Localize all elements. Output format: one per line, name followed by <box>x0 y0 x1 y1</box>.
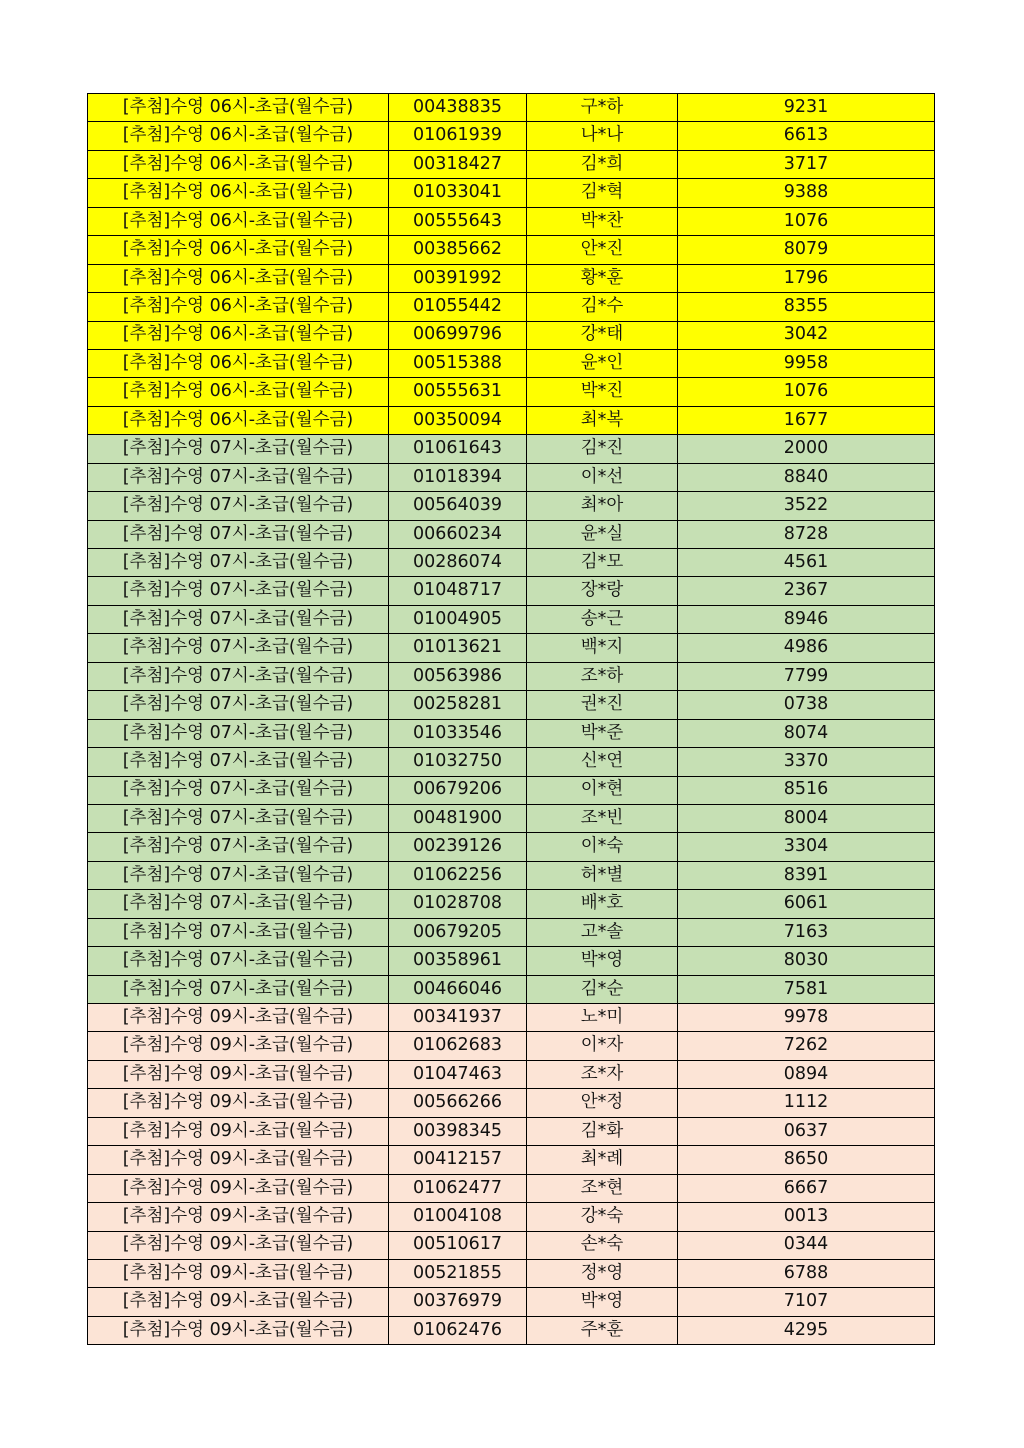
member-name-cell: 박*영 <box>527 1288 678 1316</box>
phone-last4-cell: 6667 <box>678 1174 935 1202</box>
table-row <box>88 492 935 520</box>
member-number-cell: 01013621 <box>389 634 527 662</box>
member-number-cell: 00239126 <box>389 833 527 861</box>
course-cell: [추첨]수영 07시-초급(월수금) <box>88 748 389 776</box>
phone-last4-cell: 8946 <box>678 605 935 633</box>
member-name-cell: 박*진 <box>527 378 678 406</box>
table-row <box>88 549 935 577</box>
table-row <box>88 1089 935 1117</box>
phone-last4-cell: 7163 <box>678 918 935 946</box>
member-number-cell: 01047463 <box>389 1060 527 1088</box>
table-row <box>88 1316 935 1344</box>
table-row <box>88 1060 935 1088</box>
phone-last4-cell: 3304 <box>678 833 935 861</box>
phone-last4-cell: 3717 <box>678 150 935 178</box>
table-row <box>88 207 935 235</box>
phone-last4-cell: 0013 <box>678 1203 935 1231</box>
table-row <box>88 975 935 1003</box>
member-name-cell: 이*선 <box>527 463 678 491</box>
course-cell: [추첨]수영 06시-초급(월수금) <box>88 150 389 178</box>
member-name-cell: 김*혁 <box>527 179 678 207</box>
member-number-cell: 00466046 <box>389 975 527 1003</box>
phone-last4-cell: 6061 <box>678 890 935 918</box>
table-row <box>88 748 935 776</box>
course-cell: [추첨]수영 06시-초급(월수금) <box>88 179 389 207</box>
phone-last4-cell: 8079 <box>678 236 935 264</box>
course-cell: [추첨]수영 07시-초급(월수금) <box>88 719 389 747</box>
course-cell: [추첨]수영 07시-초급(월수금) <box>88 691 389 719</box>
course-cell: [추첨]수영 09시-초급(월수금) <box>88 1004 389 1032</box>
phone-last4-cell: 4986 <box>678 634 935 662</box>
member-number-cell: 00350094 <box>389 406 527 434</box>
member-number-cell: 00699796 <box>389 321 527 349</box>
table-row <box>88 1203 935 1231</box>
table-row <box>88 634 935 662</box>
member-number-cell: 00258281 <box>389 691 527 719</box>
member-name-cell: 강*숙 <box>527 1203 678 1231</box>
course-cell: [추첨]수영 06시-초급(월수금) <box>88 236 389 264</box>
course-cell: [추첨]수영 09시-초급(월수금) <box>88 1259 389 1287</box>
phone-last4-cell: 4295 <box>678 1316 935 1344</box>
phone-last4-cell: 8030 <box>678 947 935 975</box>
table-row <box>88 833 935 861</box>
course-cell: [추첨]수영 07시-초급(월수금) <box>88 833 389 861</box>
course-cell: [추첨]수영 06시-초급(월수금) <box>88 122 389 150</box>
member-name-cell: 김*모 <box>527 549 678 577</box>
course-cell: [추첨]수영 09시-초급(월수금) <box>88 1117 389 1145</box>
course-cell: [추첨]수영 09시-초급(월수금) <box>88 1089 389 1117</box>
member-name-cell: 조*빈 <box>527 804 678 832</box>
phone-last4-cell: 6613 <box>678 122 935 150</box>
member-name-cell: 안*진 <box>527 236 678 264</box>
phone-last4-cell: 3370 <box>678 748 935 776</box>
phone-last4-cell: 8004 <box>678 804 935 832</box>
member-name-cell: 김*화 <box>527 1117 678 1145</box>
member-name-cell: 구*하 <box>527 94 678 122</box>
course-cell: [추첨]수영 07시-초급(월수금) <box>88 776 389 804</box>
course-cell: [추첨]수영 07시-초급(월수금) <box>88 947 389 975</box>
member-name-cell: 이*현 <box>527 776 678 804</box>
member-name-cell: 최*복 <box>527 406 678 434</box>
course-cell: [추첨]수영 09시-초급(월수금) <box>88 1060 389 1088</box>
table-row <box>88 1174 935 1202</box>
member-name-cell: 김*희 <box>527 150 678 178</box>
table-row <box>88 719 935 747</box>
course-cell: [추첨]수영 07시-초급(월수금) <box>88 662 389 690</box>
phone-last4-cell: 8391 <box>678 861 935 889</box>
member-number-cell: 01033546 <box>389 719 527 747</box>
member-name-cell: 조*하 <box>527 662 678 690</box>
member-number-cell: 00481900 <box>389 804 527 832</box>
member-number-cell: 00566266 <box>389 1089 527 1117</box>
course-cell: [추첨]수영 07시-초급(월수금) <box>88 549 389 577</box>
member-name-cell: 신*연 <box>527 748 678 776</box>
member-name-cell: 이*숙 <box>527 833 678 861</box>
phone-last4-cell: 2000 <box>678 435 935 463</box>
phone-last4-cell: 7107 <box>678 1288 935 1316</box>
member-number-cell: 00660234 <box>389 520 527 548</box>
phone-last4-cell: 1076 <box>678 207 935 235</box>
course-cell: [추첨]수영 07시-초급(월수금) <box>88 492 389 520</box>
table-row <box>88 1117 935 1145</box>
phone-last4-cell: 0738 <box>678 691 935 719</box>
member-number-cell: 00555631 <box>389 378 527 406</box>
course-cell: [추첨]수영 06시-초급(월수금) <box>88 264 389 292</box>
member-number-cell: 01061643 <box>389 435 527 463</box>
member-name-cell: 박*찬 <box>527 207 678 235</box>
course-cell: [추첨]수영 06시-초급(월수금) <box>88 406 389 434</box>
member-number-cell: 00376979 <box>389 1288 527 1316</box>
phone-last4-cell: 9231 <box>678 94 935 122</box>
member-number-cell: 00679206 <box>389 776 527 804</box>
table-row <box>88 435 935 463</box>
phone-last4-cell: 7799 <box>678 662 935 690</box>
member-name-cell: 나*나 <box>527 122 678 150</box>
member-name-cell: 고*솔 <box>527 918 678 946</box>
member-number-cell: 01028708 <box>389 890 527 918</box>
table-row <box>88 122 935 150</box>
course-cell: [추첨]수영 06시-초급(월수금) <box>88 94 389 122</box>
member-number-cell: 00510617 <box>389 1231 527 1259</box>
member-name-cell: 황*훈 <box>527 264 678 292</box>
table-row <box>88 776 935 804</box>
phone-last4-cell: 1112 <box>678 1089 935 1117</box>
table-body <box>88 94 935 1345</box>
lottery-results-table <box>87 93 935 1345</box>
member-number-cell: 01062476 <box>389 1316 527 1344</box>
member-name-cell: 윤*인 <box>527 349 678 377</box>
member-name-cell: 김*순 <box>527 975 678 1003</box>
phone-last4-cell: 8840 <box>678 463 935 491</box>
table-row <box>88 1004 935 1032</box>
course-cell: [추첨]수영 07시-초급(월수금) <box>88 435 389 463</box>
member-name-cell: 정*영 <box>527 1259 678 1287</box>
member-name-cell: 장*랑 <box>527 577 678 605</box>
member-name-cell: 조*현 <box>527 1174 678 1202</box>
course-cell: [추첨]수영 06시-초급(월수금) <box>88 293 389 321</box>
member-number-cell: 00515388 <box>389 349 527 377</box>
table-row <box>88 378 935 406</box>
member-number-cell: 01055442 <box>389 293 527 321</box>
phone-last4-cell: 1076 <box>678 378 935 406</box>
table-row <box>88 293 935 321</box>
table-row <box>88 691 935 719</box>
course-cell: [추첨]수영 09시-초급(월수금) <box>88 1316 389 1344</box>
phone-last4-cell: 1796 <box>678 264 935 292</box>
table-row <box>88 605 935 633</box>
phone-last4-cell: 6788 <box>678 1259 935 1287</box>
course-cell: [추첨]수영 07시-초급(월수금) <box>88 861 389 889</box>
phone-last4-cell: 9978 <box>678 1004 935 1032</box>
table-row <box>88 861 935 889</box>
table-row <box>88 94 935 122</box>
course-cell: [추첨]수영 06시-초급(월수금) <box>88 207 389 235</box>
member-number-cell: 00286074 <box>389 549 527 577</box>
member-name-cell: 김*수 <box>527 293 678 321</box>
member-number-cell: 01033041 <box>389 179 527 207</box>
table-row <box>88 236 935 264</box>
member-number-cell: 01018394 <box>389 463 527 491</box>
member-name-cell: 배*호 <box>527 890 678 918</box>
member-number-cell: 01032750 <box>389 748 527 776</box>
member-name-cell: 손*숙 <box>527 1231 678 1259</box>
member-name-cell: 백*지 <box>527 634 678 662</box>
member-name-cell: 송*근 <box>527 605 678 633</box>
phone-last4-cell: 7581 <box>678 975 935 1003</box>
course-cell: [추첨]수영 06시-초급(월수금) <box>88 349 389 377</box>
member-number-cell: 00521855 <box>389 1259 527 1287</box>
member-name-cell: 강*태 <box>527 321 678 349</box>
table-row <box>88 150 935 178</box>
member-number-cell: 00341937 <box>389 1004 527 1032</box>
table-row <box>88 1032 935 1060</box>
member-name-cell: 노*미 <box>527 1004 678 1032</box>
table-row <box>88 179 935 207</box>
table-row <box>88 406 935 434</box>
table-row <box>88 890 935 918</box>
phone-last4-cell: 3522 <box>678 492 935 520</box>
member-name-cell: 박*영 <box>527 947 678 975</box>
member-name-cell: 김*진 <box>527 435 678 463</box>
course-cell: [추첨]수영 07시-초급(월수금) <box>88 804 389 832</box>
phone-last4-cell: 8728 <box>678 520 935 548</box>
phone-last4-cell: 8074 <box>678 719 935 747</box>
course-cell: [추첨]수영 09시-초급(월수금) <box>88 1146 389 1174</box>
course-cell: [추첨]수영 07시-초급(월수금) <box>88 605 389 633</box>
table-row <box>88 1288 935 1316</box>
table-row <box>88 321 935 349</box>
table-row <box>88 804 935 832</box>
member-number-cell: 00385662 <box>389 236 527 264</box>
member-number-cell: 01048717 <box>389 577 527 605</box>
member-number-cell: 00564039 <box>389 492 527 520</box>
member-number-cell: 01004905 <box>389 605 527 633</box>
member-number-cell: 00679205 <box>389 918 527 946</box>
course-cell: [추첨]수영 09시-초급(월수금) <box>88 1032 389 1060</box>
member-name-cell: 최*례 <box>527 1146 678 1174</box>
member-name-cell: 최*아 <box>527 492 678 520</box>
phone-last4-cell: 0894 <box>678 1060 935 1088</box>
member-number-cell: 01061939 <box>389 122 527 150</box>
member-name-cell: 조*자 <box>527 1060 678 1088</box>
member-name-cell: 허*별 <box>527 861 678 889</box>
member-name-cell: 윤*실 <box>527 520 678 548</box>
member-name-cell: 안*정 <box>527 1089 678 1117</box>
phone-last4-cell: 8516 <box>678 776 935 804</box>
phone-last4-cell: 3042 <box>678 321 935 349</box>
table-row <box>88 918 935 946</box>
course-cell: [추첨]수영 07시-초급(월수금) <box>88 634 389 662</box>
phone-last4-cell: 8650 <box>678 1146 935 1174</box>
phone-last4-cell: 9388 <box>678 179 935 207</box>
member-number-cell: 00563986 <box>389 662 527 690</box>
phone-last4-cell: 8355 <box>678 293 935 321</box>
member-number-cell: 01062256 <box>389 861 527 889</box>
table-row <box>88 947 935 975</box>
member-number-cell: 00391992 <box>389 264 527 292</box>
table-row <box>88 1146 935 1174</box>
course-cell: [추첨]수영 07시-초급(월수금) <box>88 975 389 1003</box>
phone-last4-cell: 1677 <box>678 406 935 434</box>
member-number-cell: 00438835 <box>389 94 527 122</box>
member-number-cell: 00358961 <box>389 947 527 975</box>
table-row <box>88 662 935 690</box>
phone-last4-cell: 7262 <box>678 1032 935 1060</box>
table-row <box>88 1259 935 1287</box>
phone-last4-cell: 0344 <box>678 1231 935 1259</box>
member-name-cell: 권*진 <box>527 691 678 719</box>
member-number-cell: 01062477 <box>389 1174 527 1202</box>
phone-last4-cell: 4561 <box>678 549 935 577</box>
member-number-cell: 01062683 <box>389 1032 527 1060</box>
course-cell: [추첨]수영 07시-초급(월수금) <box>88 520 389 548</box>
member-number-cell: 00318427 <box>389 150 527 178</box>
course-cell: [추첨]수영 09시-초급(월수금) <box>88 1231 389 1259</box>
course-cell: [추첨]수영 06시-초급(월수금) <box>88 321 389 349</box>
course-cell: [추첨]수영 09시-초급(월수금) <box>88 1288 389 1316</box>
course-cell: [추첨]수영 09시-초급(월수금) <box>88 1174 389 1202</box>
phone-last4-cell: 0637 <box>678 1117 935 1145</box>
course-cell: [추첨]수영 06시-초급(월수금) <box>88 378 389 406</box>
phone-last4-cell: 9958 <box>678 349 935 377</box>
member-number-cell: 00398345 <box>389 1117 527 1145</box>
table-row <box>88 349 935 377</box>
member-name-cell: 주*훈 <box>527 1316 678 1344</box>
course-cell: [추첨]수영 07시-초급(월수금) <box>88 577 389 605</box>
course-cell: [추첨]수영 07시-초급(월수금) <box>88 890 389 918</box>
table-row <box>88 463 935 491</box>
member-number-cell: 00412157 <box>389 1146 527 1174</box>
table-row <box>88 577 935 605</box>
table-row <box>88 264 935 292</box>
member-number-cell: 01004108 <box>389 1203 527 1231</box>
member-name-cell: 박*준 <box>527 719 678 747</box>
table-row <box>88 520 935 548</box>
course-cell: [추첨]수영 07시-초급(월수금) <box>88 918 389 946</box>
phone-last4-cell: 2367 <box>678 577 935 605</box>
member-name-cell: 이*자 <box>527 1032 678 1060</box>
course-cell: [추첨]수영 09시-초급(월수금) <box>88 1203 389 1231</box>
table-row <box>88 1231 935 1259</box>
member-number-cell: 00555643 <box>389 207 527 235</box>
course-cell: [추첨]수영 07시-초급(월수금) <box>88 463 389 491</box>
